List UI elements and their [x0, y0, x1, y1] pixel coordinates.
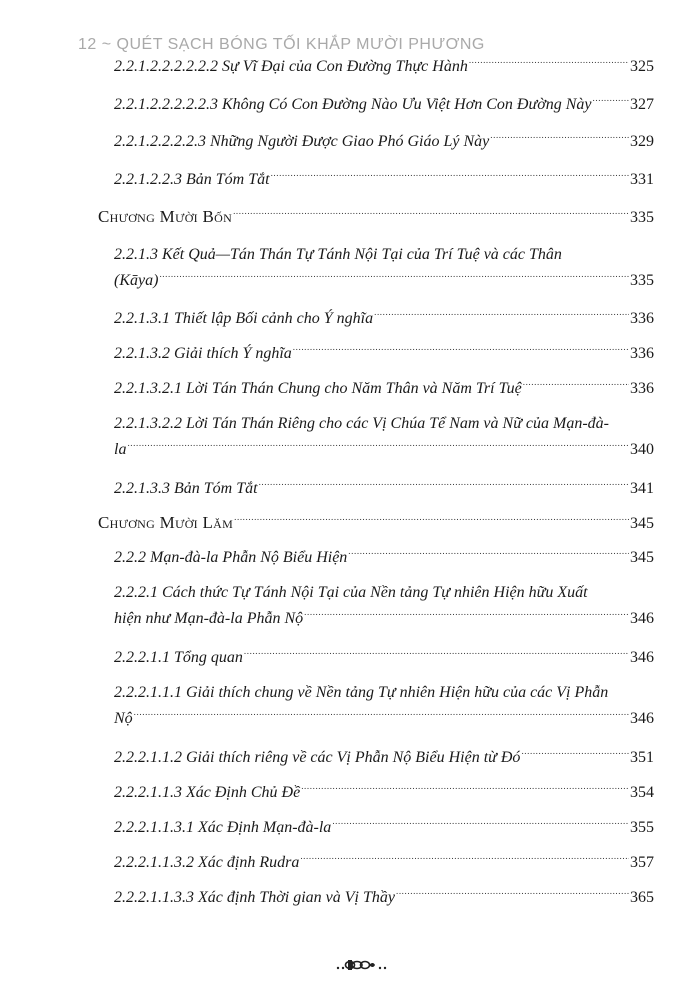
toc-entry[interactable]	[114, 54, 654, 80]
toc-entry-title: 2.2.2.1.1.3.2 Xác định Rudra	[114, 854, 300, 871]
toc-page-number: 335	[630, 272, 654, 289]
dot-leader	[523, 377, 629, 393]
toc-entry[interactable]	[114, 645, 654, 671]
toc-entry-title: 2.2.1.3.1 Thiết lập Bối cảnh cho Ý nghĩa	[114, 310, 374, 327]
floral-ornament-icon	[300, 956, 400, 974]
toc-page-number: 345	[630, 515, 654, 532]
toc-page-number: 327	[630, 96, 654, 113]
dot-leader	[593, 93, 629, 109]
toc-entry-title: 2.2.1.2.2.2.2.3 Những Người Được Giao Phó Giáo Lý Này	[114, 133, 490, 150]
toc-chapter-entry[interactable]	[98, 510, 654, 536]
toc-entry[interactable]	[114, 92, 654, 118]
toc-entry-title: la	[114, 441, 127, 458]
toc-entry-title: 2.2.2.1.1.3.3 Xác định Thời gian và Vị Thầy	[114, 889, 395, 906]
toc-entry-title: 2.2.1.3.3 Bản Tóm Tắt	[114, 480, 258, 497]
toc-page-number: 365	[630, 889, 654, 906]
dot-leader	[244, 646, 629, 662]
toc-page-number: 346	[630, 710, 654, 727]
toc-entry-title: 2.2.2.1.1.3.1 Xác Định Mạn-đà-la	[114, 819, 332, 836]
toc-entry[interactable]	[114, 129, 654, 155]
toc-entry[interactable]	[114, 341, 654, 367]
toc-page-number: 351	[630, 749, 654, 766]
toc-entry-title: 2.2.1.3.2 Giải thích Ý nghĩa	[114, 345, 292, 362]
toc-entry-title: Nộ	[114, 710, 133, 727]
toc-entry-title: Chương Mười Lăm	[98, 513, 234, 532]
dot-leader	[271, 168, 629, 184]
toc-entry[interactable]	[114, 815, 654, 841]
toc-entry[interactable]	[114, 680, 654, 732]
dot-leader	[234, 511, 629, 528]
toc-entry[interactable]	[114, 167, 654, 193]
toc-entry-title: hiện như Mạn-đà-la Phẫn Nộ	[114, 610, 304, 627]
toc-entry-title: 2.2.2.1.1.2 Giải thích riêng về các Vị Phẫn Nộ Biểu Hiện từ Đó	[114, 749, 521, 766]
toc-entry[interactable]	[114, 306, 654, 332]
toc-entry[interactable]	[114, 411, 654, 463]
toc-page-number: 329	[630, 133, 654, 150]
dot-leader	[233, 205, 629, 222]
running-head: 12 ~ QUÉT SẠCH BÓNG TỐI KHẮP MƯỜI PHƯƠNG	[78, 36, 485, 53]
dot-leader	[293, 342, 629, 358]
toc-page-number: 340	[630, 441, 654, 458]
toc-entry[interactable]	[114, 850, 654, 876]
dot-leader	[490, 130, 629, 146]
toc-entry-title: 2.2.1.2.2.3 Bản Tóm Tắt	[114, 171, 270, 188]
toc-page-number: 355	[630, 819, 654, 836]
dot-leader	[521, 746, 629, 762]
toc-entry[interactable]	[114, 376, 654, 402]
toc-chapter-entry[interactable]	[98, 204, 654, 230]
dot-leader	[159, 269, 629, 285]
toc-page-number: 335	[630, 209, 654, 226]
dot-leader	[304, 607, 629, 623]
toc-page-number: 341	[630, 480, 654, 497]
toc-page-number: 345	[630, 549, 654, 566]
toc-entry[interactable]	[114, 476, 654, 502]
dot-leader	[127, 438, 629, 454]
toc-entry-title: 2.2.2.1.1.3 Xác Định Chủ Đề	[114, 784, 301, 801]
toc-entry-title: 2.2.1.3.2.1 Lời Tán Thán Chung cho Năm Thân và Năm Trí Tuệ	[114, 380, 522, 397]
toc-page-number: 331	[630, 171, 654, 188]
toc-page-number: 354	[630, 784, 654, 801]
toc-entry[interactable]	[114, 745, 654, 771]
toc-page-number: 336	[630, 380, 654, 397]
dot-leader	[300, 851, 629, 867]
toc-entry-title: (Kāya)	[114, 272, 159, 289]
toc-page-number: 336	[630, 345, 654, 362]
dot-leader	[396, 886, 629, 902]
toc-page-number: 346	[630, 610, 654, 627]
dot-leader	[469, 55, 629, 71]
toc-entry[interactable]	[114, 242, 654, 294]
toc-entry[interactable]	[114, 580, 654, 632]
toc-entry[interactable]	[114, 780, 654, 806]
toc-page-number: 325	[630, 58, 654, 75]
toc-entry-title: 2.2.1.2.2.2.2.2.2 Sự Vĩ Đại của Con Đường Thực Hành	[114, 58, 468, 75]
dot-leader	[332, 816, 629, 832]
toc-entry-title: 2.2.2.1.1.1 Giải thích chung về Nền tảng Tự nhiên Hiện hữu của các Vị Phẫn	[114, 684, 609, 701]
toc-entry[interactable]	[114, 545, 654, 571]
toc-entry-title: Chương Mười Bốn	[98, 207, 233, 226]
dot-leader	[374, 307, 629, 323]
toc-entry-title: 2.2.1.2.2.2.2.2.3 Không Có Con Đường Nào Ưu Việt Hơn Con Đường Này	[114, 96, 592, 113]
toc-page-number: 357	[630, 854, 654, 871]
toc-page-number: 336	[630, 310, 654, 327]
toc-entry[interactable]	[114, 885, 654, 911]
toc-entry-title: 2.2.1.3.2.2 Lời Tán Thán Riêng cho các Vị Chúa Tể Nam và Nữ của Mạn-đà-	[114, 415, 610, 432]
toc-entry-title: 2.2.2 Mạn-đà-la Phẫn Nộ Biểu Hiện	[114, 549, 348, 566]
dot-leader	[259, 477, 629, 493]
toc-entry-title: 2.2.2.1.1 Tổng quan	[114, 649, 243, 666]
toc-entry-title: 2.2.2.1 Cách thức Tự Tánh Nội Tại của Nền tảng Tự nhiên Hiện hữu Xuất	[114, 584, 588, 601]
dot-leader	[301, 781, 629, 797]
dot-leader	[348, 546, 629, 562]
dot-leader	[134, 707, 629, 723]
toc-page-number: 346	[630, 649, 654, 666]
toc-entry-title: 2.2.1.3 Kết Quả—Tán Thán Tự Tánh Nội Tại của Trí Tuệ và các Thân	[114, 246, 562, 263]
